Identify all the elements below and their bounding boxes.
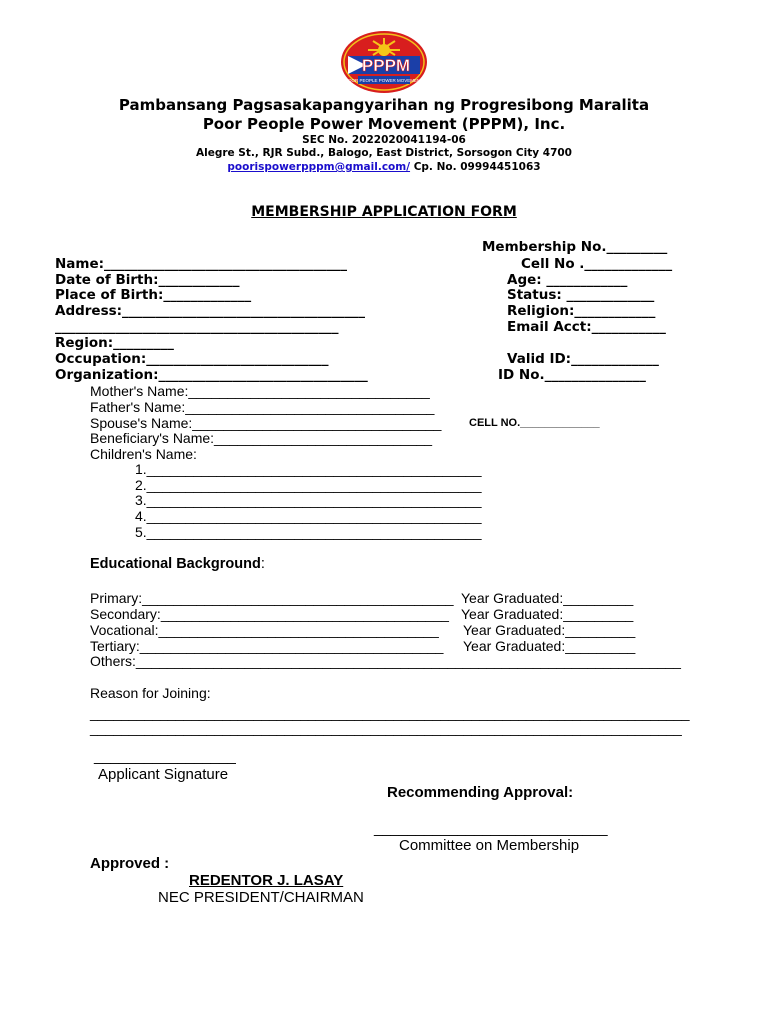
tertiary-year-field[interactable]: Year Graduated:_________ xyxy=(463,638,636,654)
occupation-field[interactable]: Occupation:___________________________ xyxy=(55,351,329,367)
form-title: MEMBERSHIP APPLICATION FORM xyxy=(251,204,517,220)
others-field[interactable]: Others:______________________________________________________________________ xyxy=(90,653,681,669)
vocational-field[interactable]: Vocational:____________________________________ xyxy=(90,622,439,638)
approver-name: REDENTOR J. LASAY xyxy=(189,872,344,889)
child-4-field[interactable]: 4.___________________________________________ xyxy=(135,508,482,524)
education-heading: Educational Background: xyxy=(90,556,265,572)
spouse-cell-no-field[interactable]: CELL NO._____________ xyxy=(469,417,600,429)
childrens-name-label: Children's Name: xyxy=(90,446,197,462)
age-field[interactable]: Age: ____________ xyxy=(507,272,628,288)
primary-year-field[interactable]: Year Graduated:_________ xyxy=(461,590,634,606)
svg-text:POOR PEOPLE POWER MOVEMENT: POOR PEOPLE POWER MOVEMENT xyxy=(344,78,424,83)
address-field[interactable]: Address:____________________________________ xyxy=(55,303,366,319)
recommending-approval-label: Recommending Approval: xyxy=(387,784,574,801)
reason-label: Reason for Joining: xyxy=(90,685,211,701)
vocational-year-field[interactable]: Year Graduated:_________ xyxy=(463,622,636,638)
name-field[interactable]: Name:____________________________________ xyxy=(55,256,348,272)
valid-id-field[interactable]: Valid ID:_____________ xyxy=(507,351,659,367)
signature-label: Applicant Signature xyxy=(98,766,229,783)
secondary-field[interactable]: Secondary:_____________________________________ xyxy=(90,606,449,622)
fathers-name-field[interactable]: Father's Name:________________________________ xyxy=(90,399,435,415)
email-link[interactable]: poorispowerpppm@gmail.com/ xyxy=(227,161,411,173)
membership-no-field[interactable]: Membership No._________ xyxy=(482,239,668,255)
child-5-field[interactable]: 5.___________________________________________ xyxy=(135,524,482,540)
org-name-english: Poor People Power Movement (PPPM), Inc. xyxy=(202,115,566,133)
child-2-field[interactable]: 2.___________________________________________ xyxy=(135,477,482,493)
contact-line xyxy=(0,161,768,173)
id-no-field[interactable]: ID No._______________ xyxy=(498,367,646,383)
date-of-birth-field[interactable]: Date of Birth:____________ xyxy=(55,272,240,288)
cp-number: Cp. No. 09994451063 xyxy=(413,161,541,173)
address-line2-field[interactable]: __________________________________________ xyxy=(55,319,339,335)
primary-field[interactable]: Primary:________________________________________ xyxy=(90,590,454,606)
child-3-field[interactable]: 3.___________________________________________ xyxy=(135,492,482,508)
status-field[interactable]: Status: _____________ xyxy=(507,287,655,303)
secondary-year-field[interactable]: Year Graduated:_________ xyxy=(461,606,634,622)
reason-line-1[interactable]: _____________________________________________________________________________ xyxy=(90,705,690,721)
religion-field[interactable]: Religion:____________ xyxy=(507,303,656,319)
svg-text:PPPM: PPPM xyxy=(361,56,411,75)
approved-label: Approved : xyxy=(90,855,170,872)
pppm-logo xyxy=(340,30,428,94)
organization-field[interactable]: Organization:_______________________________ xyxy=(55,367,368,383)
pppm-seal-icon xyxy=(340,30,428,94)
email-acct-field[interactable]: Email Acct:___________ xyxy=(507,319,666,335)
beneficiary-name-field[interactable]: Beneficiary's Name:____________________________ xyxy=(90,430,433,446)
reason-line-2[interactable]: ____________________________________________________________________________ xyxy=(90,720,682,736)
place-of-birth-field[interactable]: Place of Birth:_____________ xyxy=(55,287,252,303)
approver-title: NEC PRESIDENT/CHAIRMAN xyxy=(158,889,364,906)
cell-no-field[interactable]: Cell No ._____________ xyxy=(521,256,673,272)
committee-label: Committee on Membership xyxy=(399,837,580,854)
region-field[interactable]: Region:_________ xyxy=(55,335,174,351)
org-address: Alegre St., RJR Subd., Balogo, East District, Sorsogon City 4700 xyxy=(195,147,572,159)
committee-signature-line[interactable]: ____________________________ xyxy=(374,820,608,837)
org-name-filipino: Pambansang Pagsasakapangyarihan ng Progresibong Maralita xyxy=(118,96,650,114)
child-1-field[interactable]: 1.___________________________________________ xyxy=(135,461,482,477)
sec-number: SEC No. 2022020041194-06 xyxy=(302,134,466,146)
tertiary-field[interactable]: Tertiary:_______________________________________ xyxy=(90,638,444,654)
signature-line[interactable]: _________________ xyxy=(94,748,236,765)
mothers-name-field[interactable]: Mother's Name:_______________________________ xyxy=(90,383,430,399)
spouses-name-field[interactable]: Spouse's Name:________________________________ xyxy=(90,415,442,431)
